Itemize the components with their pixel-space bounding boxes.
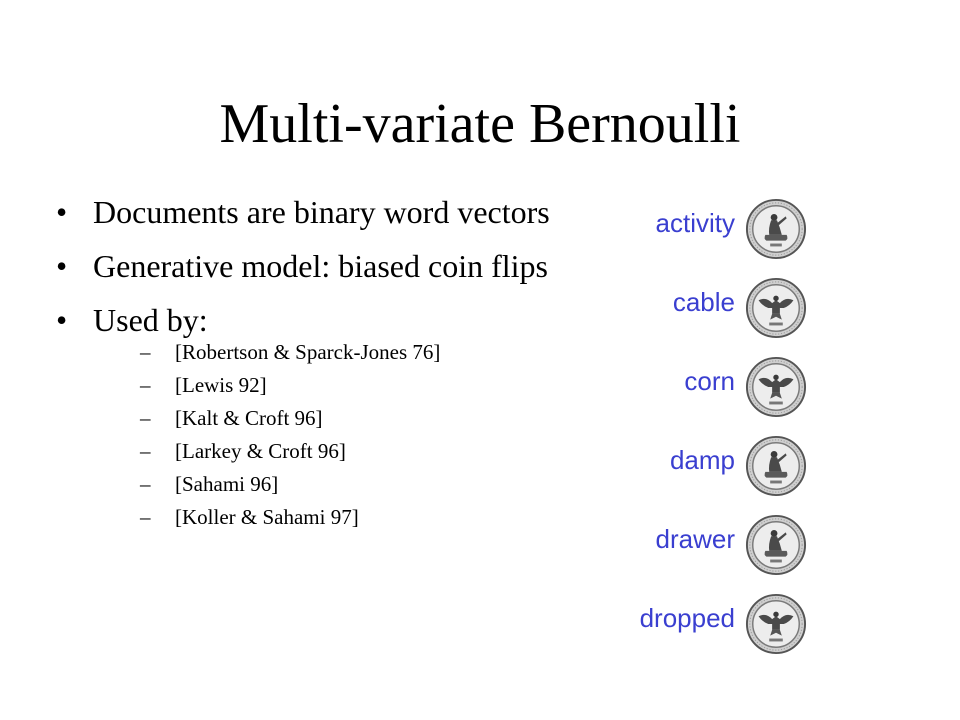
eagle-coin-icon <box>745 277 807 339</box>
coin-word-row <box>600 198 820 277</box>
reference-text: [Sahami 96] <box>175 472 279 496</box>
bullet-item <box>56 300 556 533</box>
seated-liberty-coin-icon <box>745 198 807 260</box>
bullet-icon: • <box>56 194 68 230</box>
reference-item <box>93 468 556 500</box>
dash-icon: – <box>140 340 151 364</box>
reference-item <box>93 369 556 401</box>
coin-word-label: activity <box>655 208 735 238</box>
reference-text: [Lewis 92] <box>175 373 267 397</box>
coin-word-row <box>600 356 820 435</box>
coin-word-list <box>600 198 820 672</box>
coin-word-row <box>600 514 820 593</box>
dash-icon: – <box>140 472 151 496</box>
seated-liberty-coin-icon <box>745 435 807 497</box>
eagle-coin-icon <box>745 593 807 655</box>
eagle-coin-icon <box>745 356 807 418</box>
coin-word-label: corn <box>684 366 735 396</box>
bullet-text: Generative model: biased coin flips <box>93 248 548 284</box>
bullet-icon: • <box>56 248 68 284</box>
reference-item <box>93 402 556 434</box>
reference-text: [Koller & Sahami 97] <box>175 505 359 529</box>
slide-title: Multi-variate Bernoulli <box>219 93 741 155</box>
reference-text: [Robertson & Sparck-Jones 76] <box>175 340 441 364</box>
dash-icon: – <box>140 406 151 430</box>
coin-word-label: dropped <box>639 603 735 633</box>
reference-item <box>93 501 556 533</box>
reference-item <box>93 435 556 467</box>
bullet-text: Documents are binary word vectors <box>93 194 550 230</box>
coin-word-label: drawer <box>655 524 735 554</box>
bullet-list <box>56 192 556 547</box>
bullet-text: Used by: <box>93 302 208 338</box>
dash-icon: – <box>140 439 151 463</box>
dash-icon: – <box>140 373 151 397</box>
coin-word-label: damp <box>669 445 735 475</box>
dash-icon: – <box>140 505 151 529</box>
reference-list <box>93 336 556 533</box>
bullet-item <box>56 192 556 232</box>
bullet-item <box>56 246 556 286</box>
reference-text: [Larkey & Croft 96] <box>175 439 346 463</box>
coin-word-label: cable <box>672 287 735 317</box>
bullet-icon: • <box>56 302 68 338</box>
coin-word-row <box>600 277 820 356</box>
reference-text: [Kalt & Croft 96] <box>175 406 323 430</box>
reference-item <box>93 336 556 368</box>
seated-liberty-coin-icon <box>745 514 807 576</box>
coin-word-row <box>600 593 820 672</box>
coin-word-row <box>600 435 820 514</box>
